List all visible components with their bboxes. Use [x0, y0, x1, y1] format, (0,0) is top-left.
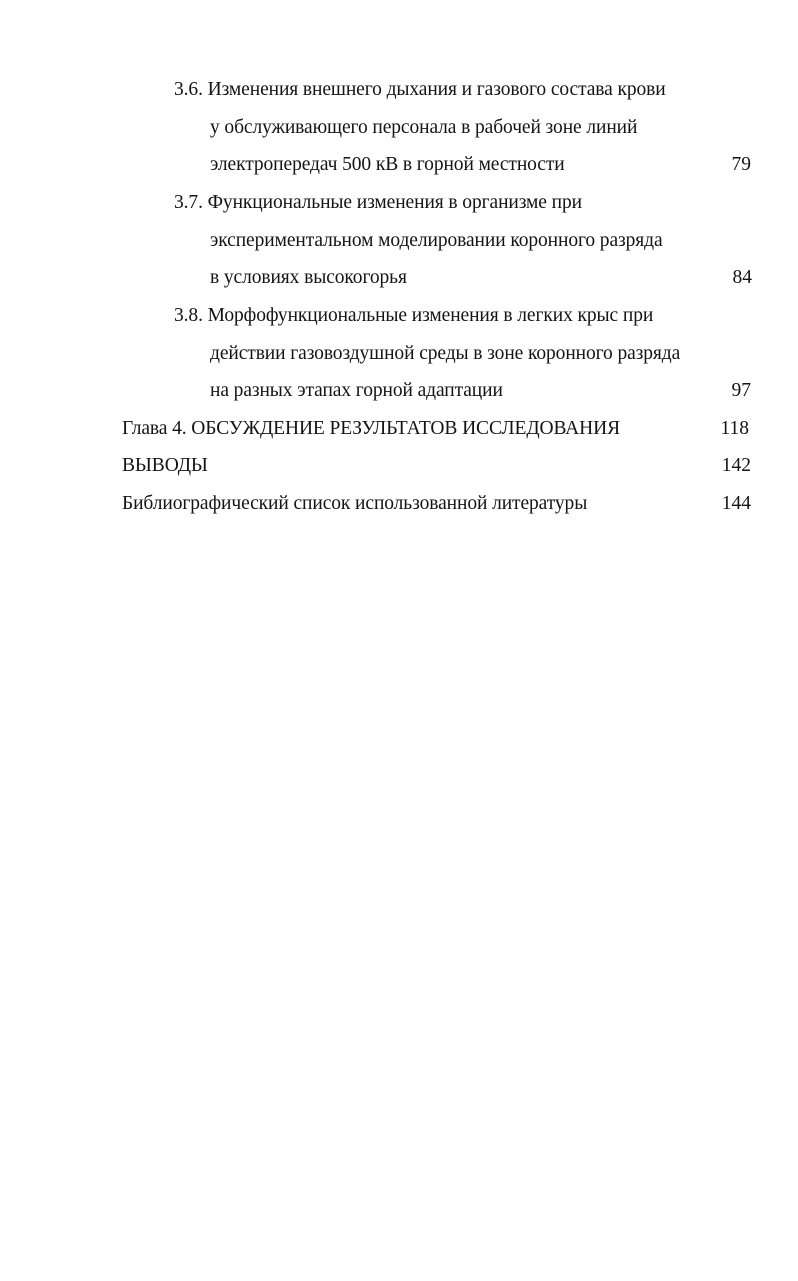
toc-entry-3-7-line-3: в условиях высокогорья — [210, 267, 407, 288]
toc-conclusions-title: ВЫВОДЫ — [122, 455, 208, 476]
toc-entry-3-7-line-1: 3.7. Функциональные изменения в организме при — [174, 192, 582, 213]
toc-entry-3-8-line-2: действии газовоздушной среды в зоне коронного разряда — [210, 343, 681, 364]
toc-entry-3-7-line-2: экспериментальном моделировании коронного разряда — [210, 230, 663, 251]
toc-entry-3-8-page-number: 97 — [731, 380, 751, 401]
toc-entry-3-6-page-number: 79 — [731, 154, 751, 175]
toc-entry-3-8-line-3: на разных этапах горной адаптации — [210, 380, 503, 401]
toc-conclusions-page-number: 142 — [721, 455, 751, 476]
toc-bibliography-page-number: 144 — [721, 493, 751, 514]
toc-entry-3-7-page-number: 84 — [732, 267, 752, 288]
toc-entry-3-6-line-1: 3.6. Изменения внешнего дыхания и газового состава крови — [174, 79, 666, 100]
toc-chapter-4-page-number: 118 — [720, 418, 749, 439]
toc-entry-3-8-line-1: 3.8. Морфофункциональные изменения в легких крыс при — [174, 305, 654, 326]
toc-entry-3-6-line-2: у обслуживающего персонала в рабочей зоне линий — [210, 117, 638, 138]
toc-bibliography-title: Библиографический список использованной литературы — [122, 493, 588, 514]
toc-entry-3-6-line-3: электропередач 500 кВ в горной местности — [210, 154, 565, 175]
toc-chapter-4-title: Глава 4. ОБСУЖДЕНИЕ РЕЗУЛЬТАТОВ ИССЛЕДОВАНИЯ — [122, 418, 621, 439]
